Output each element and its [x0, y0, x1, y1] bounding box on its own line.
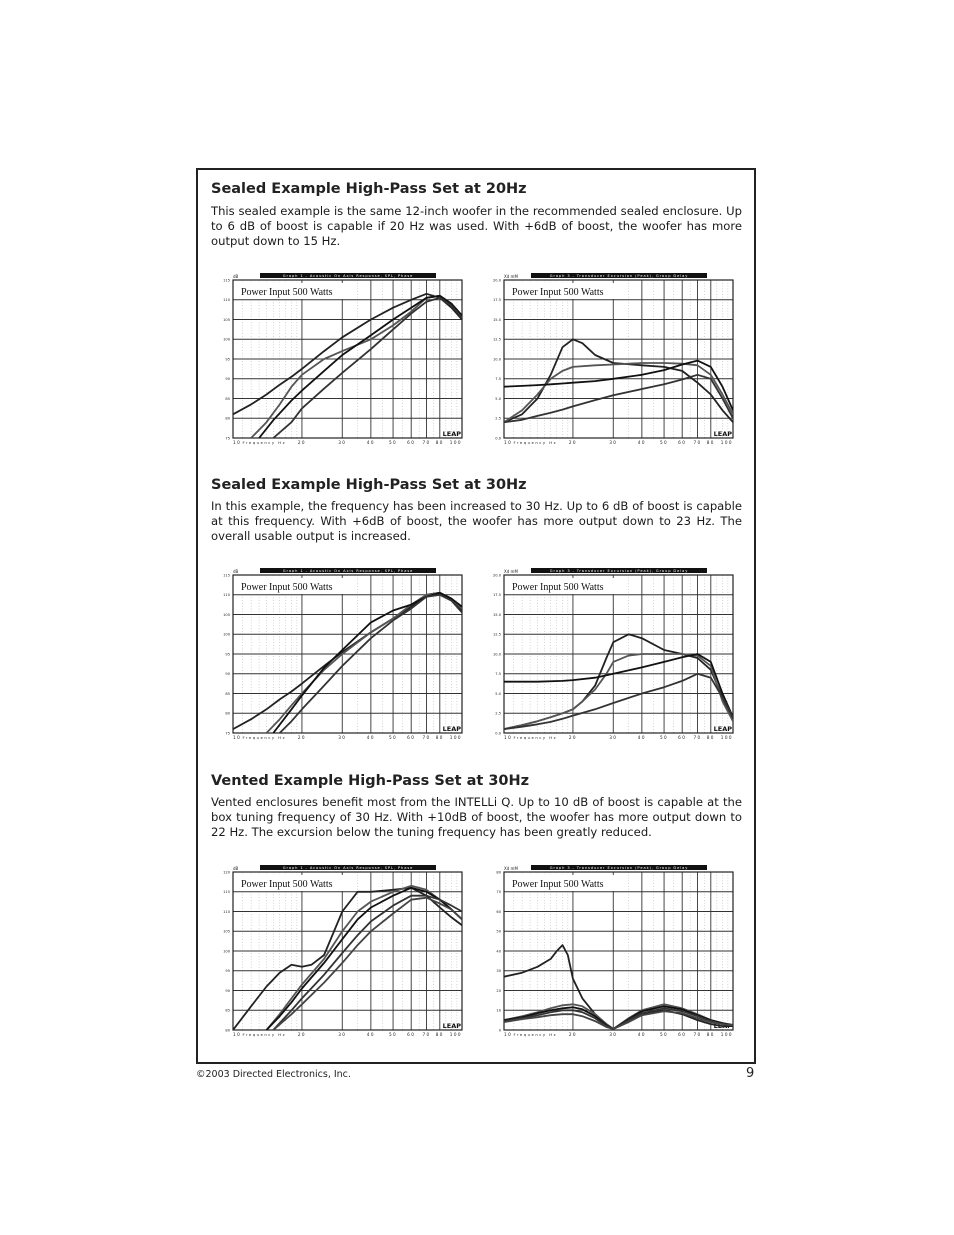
section-title-sealed-20: Sealed Example High-Pass Set at 20Hz — [211, 181, 527, 197]
y-tick-label: 12.5 — [492, 337, 501, 342]
y-tick-label: 105 — [223, 317, 230, 322]
x-tick-label: 60 — [407, 1032, 416, 1037]
y-tick-label: 17.5 — [492, 298, 501, 303]
x-tick-label: 20 — [297, 440, 307, 445]
x-tick-label: 10 — [233, 440, 242, 445]
page-number: 9 — [746, 1066, 755, 1081]
chart-title: Graph 1 - Acoustic On Axis Response, SPL, Phase — [282, 569, 414, 573]
annotation-text: Power Input 500 Watts — [512, 879, 604, 890]
y-tick-label: 110 — [223, 298, 230, 303]
spl-graph-sealed-20 — [218, 272, 468, 447]
y-tick-label: 85 — [225, 691, 230, 696]
y-tick-label: 0.0 — [495, 731, 501, 736]
x-tick-label: 70 — [422, 1032, 431, 1037]
y-tick-label: 90 — [225, 377, 230, 382]
y-tick-label: 5.0 — [495, 691, 501, 696]
x-tick-label: 10 — [504, 440, 513, 445]
y-tick-label: 85 — [225, 1008, 230, 1013]
y-tick-label: 40 — [496, 949, 501, 954]
x-axis-label: Frequency Hz — [513, 1032, 558, 1037]
leap-logo: LEAP — [713, 725, 732, 733]
y-tick-label: 12.5 — [492, 632, 501, 637]
leap-logo: LEAP — [442, 1022, 461, 1030]
chart-svg — [218, 272, 468, 447]
series-line-2 — [504, 654, 733, 729]
y-tick-label: 100 — [223, 337, 230, 342]
series-line-2 — [251, 296, 462, 438]
x-tick-label: 80 — [435, 440, 444, 445]
y-tick-label: 90 — [225, 988, 230, 993]
annotation-text: Power Input 500 Watts — [241, 582, 333, 593]
y-tick-label: 15.0 — [492, 317, 501, 322]
x-tick-label: 20 — [568, 1032, 578, 1037]
annotation-text: Power Input 500 Watts — [512, 287, 604, 298]
x-tick-label: 40 — [366, 1032, 375, 1037]
x-axis-label: Frequency Hz — [242, 440, 287, 445]
x-tick-label: 20 — [568, 735, 578, 740]
x-tick-label: 50 — [388, 1032, 398, 1037]
x-tick-label: 80 — [435, 1032, 444, 1037]
y-tick-label: 75 — [225, 436, 230, 441]
chart-title: Graph 3 - Transducer Excursion (Peak), Group Delay — [549, 274, 689, 278]
x-tick-label: 30 — [609, 440, 618, 445]
series-line-3 — [259, 296, 462, 438]
x-tick-label: 80 — [706, 1032, 715, 1037]
chart-unit: dB — [233, 274, 239, 279]
x-tick-label: 50 — [388, 735, 398, 740]
chart-svg — [489, 272, 739, 447]
excursion-graph-sealed-20 — [489, 272, 739, 447]
y-tick-label: 10 — [496, 1008, 501, 1013]
x-tick-label: 10 — [233, 1032, 242, 1037]
y-tick-label: 0.0 — [495, 436, 501, 441]
y-tick-label: 50 — [496, 929, 501, 934]
series-line-3 — [504, 361, 733, 411]
x-tick-label: 70 — [693, 440, 702, 445]
y-tick-label: 115 — [223, 573, 230, 578]
x-tick-label: 100 — [449, 735, 462, 740]
x-tick-label: 30 — [338, 1032, 347, 1037]
x-tick-label: 10 — [504, 735, 513, 740]
x-axis-label: Frequency Hz — [513, 440, 558, 445]
series-line-1 — [504, 339, 733, 422]
annotation-text: Power Input 500 Watts — [512, 582, 604, 593]
copyright: ©2003 Directed Electronics, Inc. — [196, 1069, 351, 1080]
y-tick-label: 105 — [223, 612, 230, 617]
chart-svg — [218, 567, 468, 742]
series-line-1 — [233, 888, 462, 1030]
y-tick-label: 75 — [225, 731, 230, 736]
x-tick-label: 50 — [659, 1032, 669, 1037]
y-tick-label: 80 — [225, 416, 230, 421]
x-tick-label: 30 — [338, 735, 347, 740]
chart-svg — [218, 864, 468, 1039]
y-tick-label: 10.0 — [492, 652, 501, 657]
series-line-2 — [267, 593, 463, 733]
series-line-2 — [504, 363, 733, 422]
x-tick-label: 40 — [637, 1032, 646, 1037]
x-tick-label: 40 — [637, 440, 646, 445]
x-tick-label: 80 — [706, 440, 715, 445]
leap-logo: LEAP — [713, 1022, 732, 1030]
y-tick-label: 90 — [225, 672, 230, 677]
y-tick-label: 95 — [225, 969, 230, 974]
x-tick-label: 100 — [720, 735, 733, 740]
annotation-text: Power Input 500 Watts — [241, 287, 333, 298]
chart-unit: dB — [233, 866, 239, 871]
y-tick-label: 5.0 — [495, 396, 501, 401]
leap-logo: LEAP — [713, 430, 732, 438]
chart-unit: Xd mM — [504, 274, 518, 279]
chart-title: Graph 3 - Transducer Excursion (Peak), Group Delay — [549, 569, 689, 573]
section-title-vented-30: Vented Example High-Pass Set at 30Hz — [211, 773, 530, 789]
y-tick-label: 95 — [225, 357, 230, 362]
y-tick-label: 120 — [223, 870, 230, 875]
x-tick-label: 50 — [659, 735, 669, 740]
x-tick-label: 20 — [297, 1032, 307, 1037]
x-tick-label: 10 — [233, 735, 242, 740]
y-tick-label: 20 — [496, 988, 501, 993]
y-tick-label: 80 — [225, 711, 230, 716]
y-tick-label: 10.0 — [492, 357, 501, 362]
x-tick-label: 60 — [407, 735, 416, 740]
x-tick-label: 60 — [678, 440, 687, 445]
leap-logo: LEAP — [442, 430, 461, 438]
y-tick-label: 2.5 — [495, 416, 501, 421]
chart-svg — [489, 864, 739, 1039]
y-tick-label: 7.5 — [495, 377, 501, 382]
x-tick-label: 30 — [609, 1032, 618, 1037]
section-body-sealed-30: In this example, the frequency has been increased to 30 Hz. Up to 6 dB of boost is capable at this frequency. With +6dB of boost, the woofer has more output down to 23 Hz. The overall usable output is increased. — [211, 499, 742, 543]
excursion-graph-sealed-30 — [489, 567, 739, 742]
series-line-3 — [267, 888, 463, 1030]
y-tick-label: 110 — [223, 909, 230, 914]
y-tick-label: 30 — [496, 969, 501, 974]
chart-unit: dB — [233, 569, 239, 574]
x-tick-label: 40 — [366, 440, 375, 445]
y-tick-label: 0 — [498, 1028, 501, 1033]
y-tick-label: 7.5 — [495, 672, 501, 677]
spl-graph-sealed-30 — [218, 567, 468, 742]
spl-graph-vented-30 — [218, 864, 468, 1039]
leap-logo: LEAP — [442, 725, 461, 733]
y-tick-label: 100 — [223, 632, 230, 637]
series-line-1 — [233, 294, 462, 415]
section-body-vented-30: Vented enclosures benefit most from the INTELLi Q. Up to 10 dB of boost is capable at the box tuning frequency of 30 Hz. With +10dB of boost, the woofer has more output down to 22 Hz. The excursion below the tuning frequency has been greatly reduced. — [211, 795, 742, 839]
x-axis-label: Frequency Hz — [242, 1032, 287, 1037]
x-tick-label: 50 — [388, 440, 398, 445]
y-tick-label: 15.0 — [492, 612, 501, 617]
x-tick-label: 60 — [678, 735, 687, 740]
x-tick-label: 30 — [609, 735, 618, 740]
x-tick-label: 100 — [720, 440, 733, 445]
x-axis-label: Frequency Hz — [513, 735, 558, 740]
y-tick-label: 110 — [223, 593, 230, 598]
x-tick-label: 100 — [449, 1032, 462, 1037]
chart-svg — [489, 567, 739, 742]
chart-title: Graph 1 - Acoustic On Axis Response, SPL, Phase — [282, 274, 414, 278]
x-tick-label: 10 — [504, 1032, 513, 1037]
x-tick-label: 40 — [637, 735, 646, 740]
chart-unit: Xd mM — [504, 866, 518, 871]
x-tick-label: 80 — [706, 735, 715, 740]
section-body-sealed-20: This sealed example is the same 12-inch woofer in the recommended sealed enclosure. Up to 6 dB of boost is capable if 20 Hz was used. With +6dB of boost, the woofer has more output down to 15 Hz. — [211, 204, 742, 248]
y-tick-label: 80 — [496, 870, 501, 875]
x-tick-label: 60 — [407, 440, 416, 445]
y-tick-label: 115 — [223, 278, 230, 283]
x-tick-label: 60 — [678, 1032, 687, 1037]
y-tick-label: 20.0 — [492, 573, 501, 578]
x-tick-label: 70 — [422, 735, 431, 740]
chart-title: Graph 1 - Acoustic On Axis Response, SPL, Phase — [282, 866, 414, 870]
series-line-2 — [267, 886, 463, 1030]
y-tick-label: 105 — [223, 929, 230, 934]
x-tick-label: 40 — [366, 735, 375, 740]
x-axis-label: Frequency Hz — [242, 735, 287, 740]
x-tick-label: 20 — [568, 440, 578, 445]
x-tick-label: 70 — [693, 1032, 702, 1037]
x-tick-label: 20 — [297, 735, 307, 740]
x-tick-label: 100 — [449, 440, 462, 445]
x-tick-label: 70 — [693, 735, 702, 740]
chart-title: Graph 3 - Transducer Excursion (Peak), Group Delay — [549, 866, 689, 870]
y-tick-label: 115 — [223, 890, 230, 895]
x-tick-label: 30 — [338, 440, 347, 445]
series-line-3 — [504, 654, 733, 717]
chart-unit: Xd mM — [504, 569, 518, 574]
y-tick-label: 60 — [496, 909, 501, 914]
y-tick-label: 70 — [496, 890, 501, 895]
y-tick-label: 85 — [225, 396, 230, 401]
x-tick-label: 50 — [659, 440, 669, 445]
section-title-sealed-30: Sealed Example High-Pass Set at 30Hz — [211, 477, 527, 493]
excursion-graph-vented-30 — [489, 864, 739, 1039]
x-tick-label: 70 — [422, 440, 431, 445]
y-tick-label: 2.5 — [495, 711, 501, 716]
x-tick-label: 100 — [720, 1032, 733, 1037]
annotation-text: Power Input 500 Watts — [241, 879, 333, 890]
y-tick-label: 100 — [223, 949, 230, 954]
y-tick-label: 80 — [225, 1028, 230, 1033]
y-tick-label: 20.0 — [492, 278, 501, 283]
y-tick-label: 17.5 — [492, 593, 501, 598]
y-tick-label: 95 — [225, 652, 230, 657]
x-tick-label: 80 — [435, 735, 444, 740]
